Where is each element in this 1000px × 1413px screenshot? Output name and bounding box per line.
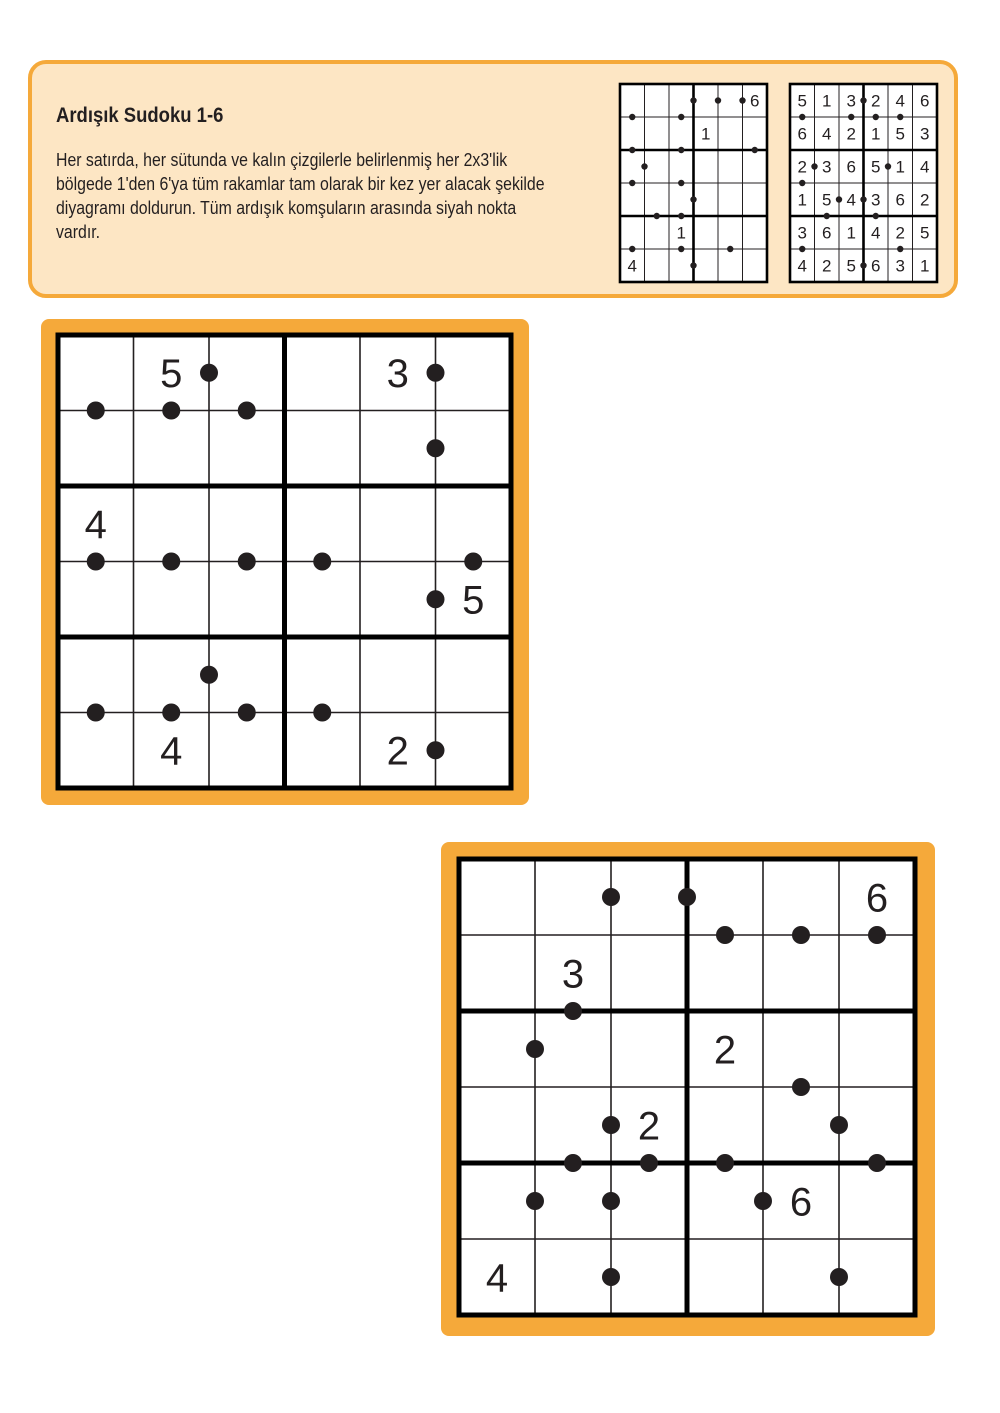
solution-grid (790, 84, 937, 282)
puzzle-1-grid (58, 335, 511, 788)
cell-r3-c3 (669, 150, 694, 183)
cell-r4-c6[interactable] (839, 1087, 915, 1163)
consecutive-dot (824, 213, 830, 219)
solution-digit: 5 (797, 91, 807, 111)
cell-r1-c5[interactable] (763, 859, 839, 935)
consecutive-dot (313, 553, 331, 571)
consecutive-dot (678, 147, 684, 153)
cell-r2-c6 (743, 117, 768, 150)
consecutive-dot (629, 246, 635, 252)
consecutive-dot (885, 163, 891, 169)
cell-r1-c6[interactable] (436, 335, 512, 411)
solution-digit: 1 (895, 157, 905, 177)
cell-r6-c6[interactable] (436, 713, 512, 789)
consecutive-dot (792, 926, 810, 944)
cell-r4-c1[interactable] (459, 1087, 535, 1163)
solution-digit: 1 (920, 256, 930, 276)
cell-r6-c3 (669, 249, 694, 282)
solution-digit: 5 (895, 124, 905, 144)
cell-r1-c1[interactable] (58, 335, 134, 411)
cell-r1-c3[interactable] (209, 335, 285, 411)
solution-digit: 2 (920, 190, 930, 210)
consecutive-dot (716, 1154, 734, 1172)
consecutive-dot (752, 147, 758, 153)
given-digit: 4 (485, 1256, 509, 1301)
solution-digit: 4 (920, 157, 930, 177)
consecutive-dot (873, 213, 879, 219)
cell-r6-c2 (645, 249, 670, 282)
cell-r2-c3[interactable] (611, 935, 687, 1011)
solution-digit: 3 (871, 190, 881, 210)
consecutive-dot (690, 97, 696, 103)
solution-digit: 1 (822, 91, 832, 111)
cell-r3-c5 (718, 150, 743, 183)
cell-r6-c1[interactable] (58, 713, 134, 789)
consecutive-dot (716, 926, 734, 944)
solution-digit: 1 (846, 223, 856, 243)
consecutive-dot (602, 1116, 620, 1134)
cell-r6-c6[interactable] (839, 1239, 915, 1315)
cell-r3-c1[interactable] (459, 1011, 535, 1087)
solution-digit: 2 (871, 91, 881, 111)
cell-r5-c4[interactable] (285, 637, 361, 713)
cell-r5-c6 (743, 216, 768, 249)
cell-r3-c5[interactable] (763, 1011, 839, 1087)
cell-r4-c5[interactable] (763, 1087, 839, 1163)
given-digit: 3 (561, 952, 585, 997)
cell-r2-c1[interactable] (58, 411, 134, 487)
cell-r2-c3[interactable] (209, 411, 285, 487)
solution-digit: 6 (797, 124, 807, 144)
consecutive-dot (427, 741, 445, 759)
cell-r5-c6[interactable] (436, 637, 512, 713)
consecutive-dot (313, 704, 331, 722)
solution-digit: 4 (871, 223, 881, 243)
consecutive-dot (200, 666, 218, 684)
cell-r6-c4[interactable] (687, 1239, 763, 1315)
consecutive-dot (678, 888, 696, 906)
consecutive-dot (678, 246, 684, 252)
consecutive-dot (868, 1154, 886, 1172)
consecutive-dot (739, 97, 745, 103)
consecutive-dot (564, 1154, 582, 1172)
cell-r5-c1[interactable] (459, 1163, 535, 1239)
consecutive-dot (678, 213, 684, 219)
consecutive-dot (162, 402, 180, 420)
given-digit: 5 (462, 578, 485, 623)
cell-r2-c4[interactable] (687, 935, 763, 1011)
consecutive-dot (464, 553, 482, 571)
cell-r4-c6 (743, 183, 768, 216)
consecutive-dot (860, 262, 866, 268)
given-digit: 4 (84, 503, 107, 548)
puzzle-1-board[interactable] (58, 335, 511, 788)
consecutive-dot (238, 704, 256, 722)
cell-r2-c2 (645, 117, 670, 150)
instructions-text (56, 148, 602, 244)
consecutive-dot (162, 704, 180, 722)
consecutive-dot (629, 180, 635, 186)
solution-digit: 5 (822, 190, 832, 210)
cell-r1-c3[interactable] (611, 859, 687, 935)
given-digit: 6 (789, 1180, 813, 1225)
cell-r2-c1[interactable] (459, 935, 535, 1011)
cell-r6-c4[interactable] (285, 713, 361, 789)
puzzle-title: Ardışık Sudoku 1-6 (56, 104, 224, 127)
consecutive-dot (629, 114, 635, 120)
instructions-line: Her satırda, her sütunda ve kalın çizgilerle belirlenmiş her 2x3'lik (56, 150, 508, 170)
solution-digit: 3 (797, 223, 807, 243)
cell-r5-c2[interactable] (535, 1163, 611, 1239)
example-solution (790, 84, 938, 284)
consecutive-dot (873, 114, 879, 120)
example-grid (620, 84, 767, 282)
puzzle-2-grid (459, 859, 915, 1315)
solution-digit: 5 (846, 256, 856, 276)
solution-digit: 3 (920, 124, 930, 144)
consecutive-dot (860, 97, 866, 103)
consecutive-dot (87, 704, 105, 722)
consecutive-dot (678, 180, 684, 186)
consecutive-dot (654, 213, 660, 219)
cell-r5-c2 (645, 216, 670, 249)
cell-r1-c5 (718, 84, 743, 117)
cell-r3-c2[interactable] (134, 486, 210, 562)
solution-digit: 1 (797, 190, 807, 210)
given-digit: 2 (637, 1104, 661, 1149)
consecutive-dot (564, 1002, 582, 1020)
consecutive-dot (162, 553, 180, 571)
instructions-line: vardır. (56, 222, 101, 242)
cell-r4-c2 (645, 183, 670, 216)
given-digit: 3 (386, 352, 409, 397)
cell-r1-c4[interactable] (687, 859, 763, 935)
cell-r4-c2[interactable] (535, 1087, 611, 1163)
cell-r5-c2[interactable] (134, 637, 210, 713)
consecutive-dot (678, 114, 684, 120)
cell-r1-c1[interactable] (459, 859, 535, 935)
given-digit: 5 (160, 352, 183, 397)
solution-digit: 2 (822, 256, 832, 276)
instructions-line: bölgede 1'den 6'ya tüm rakamlar tam olarak bir kez yer alacak şekilde (56, 174, 545, 194)
cell-r4-c1 (620, 183, 645, 216)
cell-r6-c6 (743, 249, 768, 282)
cell-r3-c2 (645, 150, 670, 183)
cell-r3-c6 (743, 150, 768, 183)
consecutive-dot (830, 1268, 848, 1286)
cell-r6-c5[interactable] (763, 1239, 839, 1315)
consecutive-dot (526, 1192, 544, 1210)
consecutive-dot (87, 402, 105, 420)
cell-r2-c6[interactable] (436, 411, 512, 487)
cell-r4-c1[interactable] (58, 562, 134, 638)
cell-r6-c5 (718, 249, 743, 282)
cell-r5-c3[interactable] (209, 637, 285, 713)
cell-r2-c4[interactable] (285, 411, 361, 487)
consecutive-dot (848, 114, 854, 120)
solution-digit: 6 (822, 223, 832, 243)
cell-r1-c2 (645, 84, 670, 117)
example-puzzle (620, 84, 768, 284)
consecutive-dot (238, 402, 256, 420)
solution-digit: 5 (871, 157, 881, 177)
consecutive-dot (200, 364, 218, 382)
solution-digit: 4 (895, 91, 905, 111)
solution-digit: 3 (846, 91, 856, 111)
solution-digit: 4 (797, 256, 807, 276)
solution-digit: 1 (871, 124, 881, 144)
solution-digit: 6 (895, 190, 905, 210)
solution-digit: 6 (871, 256, 881, 276)
cell-r3-c2[interactable] (535, 1011, 611, 1087)
consecutive-dot (427, 590, 445, 608)
consecutive-dot (799, 180, 805, 186)
cell-r2-c6[interactable] (839, 935, 915, 1011)
cell-r1-c3 (669, 84, 694, 117)
given-digit: 2 (386, 729, 409, 774)
solution-digit: 5 (920, 223, 930, 243)
cell-r3-c5[interactable] (360, 486, 436, 562)
cell-r2-c5[interactable] (763, 935, 839, 1011)
cell-r3-c3[interactable] (611, 1011, 687, 1087)
consecutive-dot (427, 364, 445, 382)
cell-r4-c4[interactable] (687, 1087, 763, 1163)
cell-r3-c3[interactable] (209, 486, 285, 562)
cell-r1-c1 (620, 84, 645, 117)
consecutive-dot (868, 926, 886, 944)
consecutive-dot (602, 1268, 620, 1286)
cell-r3-c6[interactable] (436, 486, 512, 562)
given-digit: 4 (160, 729, 183, 774)
cell-r1-c4 (694, 84, 719, 117)
solution-digit: 2 (846, 124, 856, 144)
consecutive-dot (897, 246, 903, 252)
cell-r5-c4 (694, 216, 719, 249)
cell-r2-c1 (620, 117, 645, 150)
solution-digit: 4 (846, 190, 856, 210)
solution-digit: 3 (822, 157, 832, 177)
solution-digit: 4 (822, 124, 832, 144)
consecutive-dot (860, 196, 866, 202)
cell-r4-c3 (669, 183, 694, 216)
given-digit: 6 (865, 876, 889, 921)
consecutive-dot (799, 114, 805, 120)
consecutive-dot (526, 1040, 544, 1058)
consecutive-dot (727, 246, 733, 252)
consecutive-dot (830, 1116, 848, 1134)
cell-r4-c4[interactable] (285, 562, 361, 638)
cell-r4-c5 (718, 183, 743, 216)
cell-r3-c4 (694, 150, 719, 183)
cell-r4-c4 (694, 183, 719, 216)
consecutive-dot (792, 1078, 810, 1096)
consecutive-dot (629, 147, 635, 153)
cell-r2-c5 (718, 117, 743, 150)
example-digit: 1 (676, 223, 686, 243)
cell-r3-c6[interactable] (839, 1011, 915, 1087)
consecutive-dot (690, 196, 696, 202)
cell-r1-c2[interactable] (535, 859, 611, 935)
cell-r6-c3[interactable] (611, 1239, 687, 1315)
consecutive-dot (811, 163, 817, 169)
solution-digit: 2 (895, 223, 905, 243)
consecutive-dot (836, 196, 842, 202)
puzzle-2-board[interactable] (459, 859, 915, 1315)
example-digit: 4 (627, 256, 637, 276)
cell-r5-c5[interactable] (360, 637, 436, 713)
cell-r3-c4[interactable] (285, 486, 361, 562)
consecutive-dot (238, 553, 256, 571)
solution-digit: 3 (895, 256, 905, 276)
consecutive-dot (640, 1154, 658, 1172)
cell-r6-c2[interactable] (535, 1239, 611, 1315)
consecutive-dot (754, 1192, 772, 1210)
example-digit: 6 (750, 91, 760, 111)
cell-r5-c4[interactable] (687, 1163, 763, 1239)
consecutive-dot (715, 97, 721, 103)
consecutive-dot (641, 163, 647, 169)
cell-r2-c5[interactable] (360, 411, 436, 487)
solution-digit: 2 (797, 157, 807, 177)
cell-r3-c1 (620, 150, 645, 183)
given-digit: 2 (713, 1028, 737, 1073)
consecutive-dot (427, 439, 445, 457)
cell-r6-c4 (694, 249, 719, 282)
cell-r2-c3 (669, 117, 694, 150)
instructions-panel (28, 60, 958, 298)
consecutive-dot (897, 114, 903, 120)
solution-digit: 6 (920, 91, 930, 111)
cell-r5-c5 (718, 216, 743, 249)
cell-r5-c1[interactable] (58, 637, 134, 713)
cell-r4-c5[interactable] (360, 562, 436, 638)
instructions-line: diyagramı doldurun. Tüm ardışık komşuların arasında siyah nokta (56, 198, 517, 218)
consecutive-dot (602, 1192, 620, 1210)
consecutive-dot (690, 262, 696, 268)
cell-r2-c2[interactable] (134, 411, 210, 487)
cell-r5-c3[interactable] (611, 1163, 687, 1239)
cell-r4-c2[interactable] (134, 562, 210, 638)
cell-r4-c3[interactable] (209, 562, 285, 638)
cell-r5-c6[interactable] (839, 1163, 915, 1239)
cell-r6-c3[interactable] (209, 713, 285, 789)
cell-r1-c4[interactable] (285, 335, 361, 411)
cell-r5-c1 (620, 216, 645, 249)
example-digit: 1 (701, 124, 711, 144)
consecutive-dot (87, 553, 105, 571)
solution-digit: 6 (846, 157, 856, 177)
consecutive-dot (602, 888, 620, 906)
consecutive-dot (799, 246, 805, 252)
